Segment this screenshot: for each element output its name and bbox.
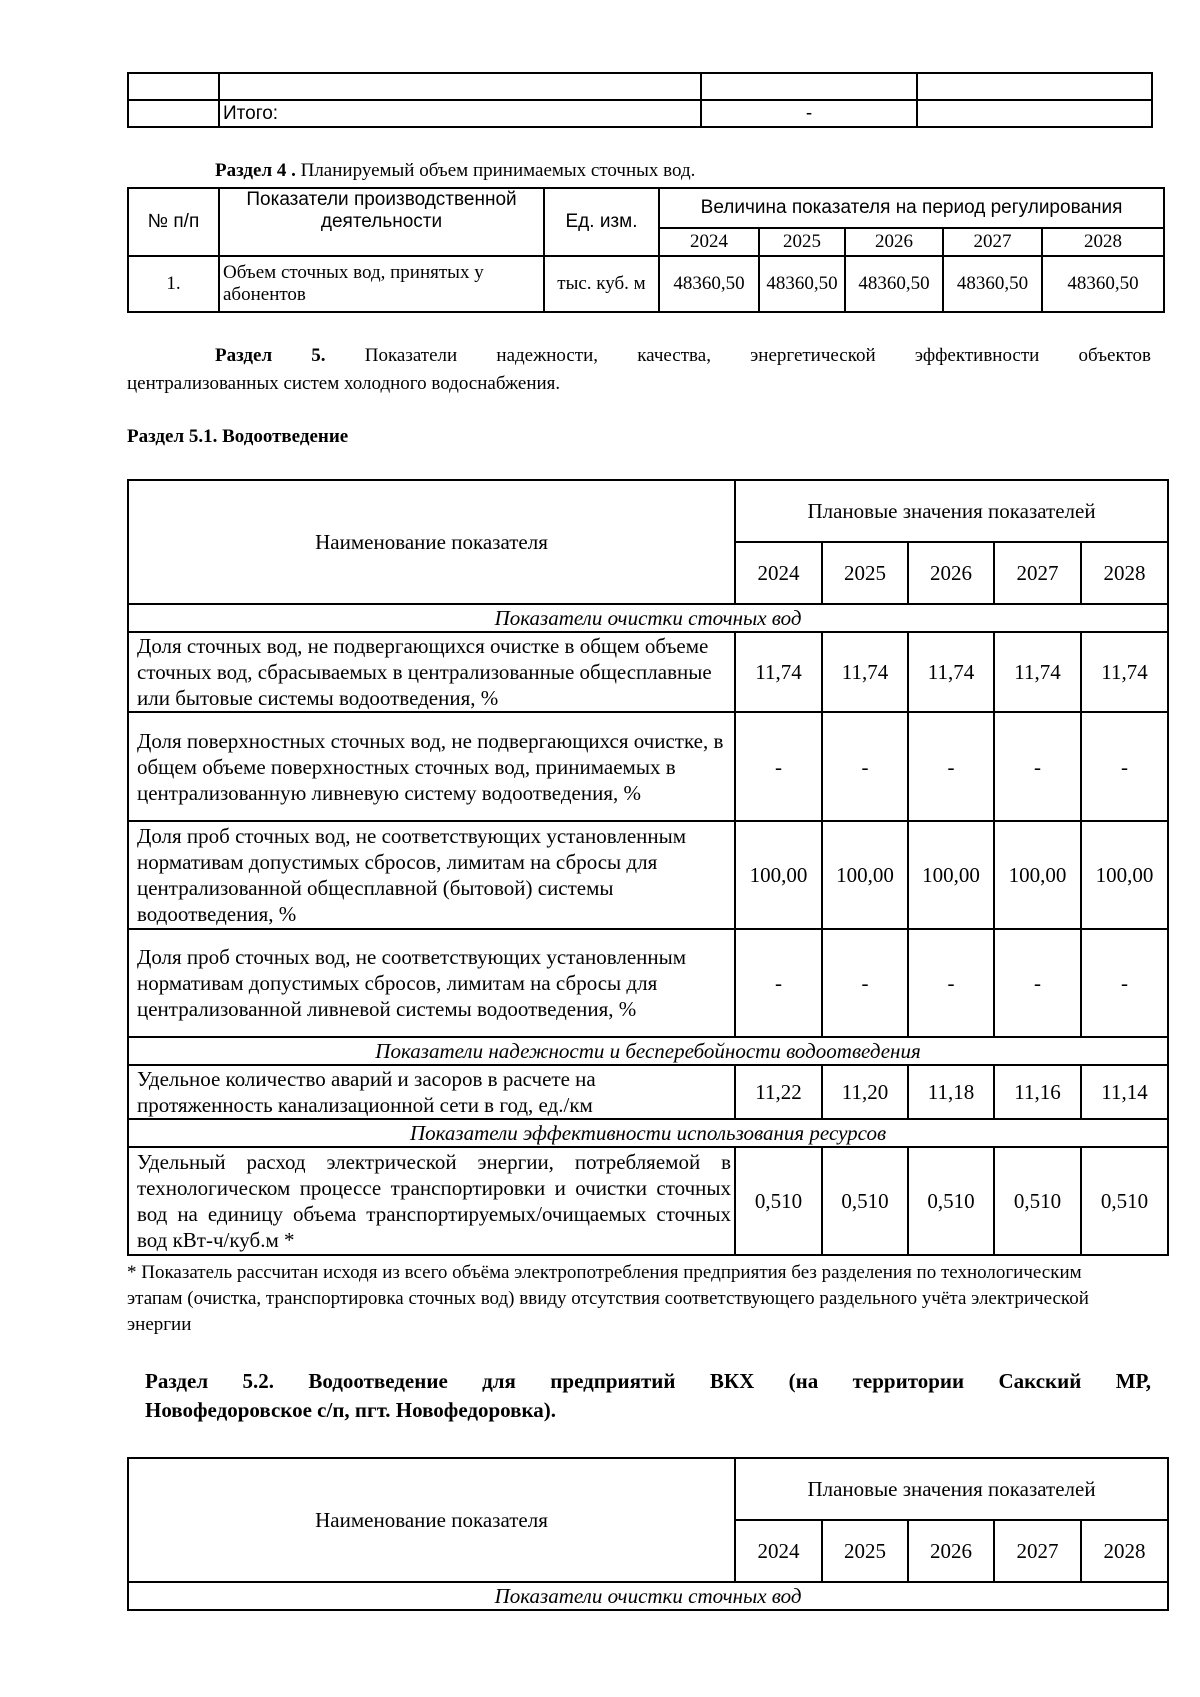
year-cell: 2024 — [735, 1520, 822, 1582]
section5-paragraph — [127, 342, 1151, 398]
table-row — [128, 1147, 1168, 1255]
indicator-name: Доля проб сточных вод, не соответствующих установленным нормативам допустимых сбросов, лимитам на сбросы для централизованной ливневой системы водоотведения, % — [128, 929, 735, 1037]
section5-line1 — [127, 342, 1151, 370]
group-header: Показатели надежности и бесперебойности водоотведения — [128, 1037, 1168, 1065]
value-cell: - — [822, 712, 908, 821]
indicator-name: Доля поверхностных сточных вод, не подвергающихся очистке, в общем объеме поверхностных сточных вод, принимаемых в централизованную ливневую систему водоотведения, % — [128, 712, 735, 821]
header-plan: Плановые значения показателей — [735, 1458, 1168, 1520]
value-cell: 11,16 — [994, 1065, 1081, 1119]
value-cell: 48360,50 — [943, 256, 1042, 312]
value-cell: - — [908, 712, 994, 821]
value-cell: 11,20 — [822, 1065, 908, 1119]
year-cell: 2026 — [845, 228, 943, 256]
value-cell: 48360,50 — [659, 256, 759, 312]
table-row — [128, 1119, 1168, 1147]
value-cell: 0,510 — [908, 1147, 994, 1255]
value-cell: 0,510 — [822, 1147, 908, 1255]
row-unit: тыс. куб. м — [544, 256, 659, 312]
section52-table — [127, 1457, 1169, 1611]
section5-title-bold: Раздел 5. — [215, 345, 326, 366]
value-cell: 0,510 — [735, 1147, 822, 1255]
value-cell: 11,22 — [735, 1065, 822, 1119]
value-cell: 100,00 — [994, 821, 1081, 929]
value-cell: - — [822, 929, 908, 1037]
value-cell: 100,00 — [1081, 821, 1168, 929]
group-header: Показатели очистки сточных вод — [128, 604, 1168, 632]
value-cell: 100,00 — [735, 821, 822, 929]
value-cell: 48360,50 — [845, 256, 943, 312]
header-name: Наименование показателя — [128, 1458, 735, 1582]
top-table — [127, 72, 1153, 128]
value-cell: 0,510 — [994, 1147, 1081, 1255]
table-row — [128, 929, 1168, 1037]
year-cell: 2024 — [659, 228, 759, 256]
indicator-name: Удельный расход электрической энергии, потребляемой в технологическом процессе транспортировки и очистки сточных вод на единицу объема транспортируемых/очищаемых сточных вод кВт-ч/куб.м * — [128, 1147, 735, 1255]
row-name: Объем сточных вод, принятых у абонентов — [219, 256, 544, 312]
row-num: 1. — [128, 256, 219, 312]
table-row — [128, 821, 1168, 929]
group-header: Показатели очистки сточных вод — [128, 1582, 1168, 1610]
value-cell: - — [994, 929, 1081, 1037]
table-row — [128, 1458, 1168, 1520]
value-cell: - — [735, 712, 822, 821]
value-cell: 100,00 — [822, 821, 908, 929]
value-cell: 11,14 — [1081, 1065, 1168, 1119]
section4-title-rest: Планируемый объем принимаемых сточных вод. — [295, 160, 696, 181]
itogo-label: Итого: — [219, 100, 701, 127]
footnote: * Показатель рассчитан исходя из всего объёма электропотребления предприятия без разделения по технологическим этапам (очистка, транспортировка сточных вод) ввиду отсутствия соответствующего раздельного учёта электрической энергии — [127, 1262, 1089, 1335]
year-cell: 2026 — [908, 542, 994, 604]
indicator-name: Доля проб сточных вод, не соответствующих установленным нормативам допустимых сбросов, лимитам на сбросы для централизованной общесплавной (бытовой) системы водоотведения, % — [128, 821, 735, 929]
table-row — [128, 632, 1168, 712]
section5-line2: централизованных систем холодного водоснабжения. — [127, 373, 561, 394]
table-row — [128, 1065, 1168, 1119]
section4-title-bold: Раздел 4 . — [215, 160, 296, 181]
year-cell: 2028 — [1081, 1520, 1168, 1582]
table-row — [128, 256, 1164, 312]
year-cell: 2027 — [994, 542, 1081, 604]
value-cell: 0,510 — [1081, 1147, 1168, 1255]
section51-table — [127, 479, 1169, 1256]
section52-title-line2: Новофедоровское с/п, пгт. Новофедоровка). — [145, 1398, 557, 1422]
year-cell: 2025 — [822, 542, 908, 604]
section52-title-line1: Раздел 5.2. Водоотведение для предприятий ВКХ (на территории Сакский МР, — [145, 1369, 1151, 1393]
value-cell: - — [1081, 929, 1168, 1037]
table-row — [128, 1582, 1168, 1610]
value-cell: 48360,50 — [759, 256, 845, 312]
section51-title: Раздел 5.1. Водоотведение — [127, 426, 349, 447]
value-cell: 11,74 — [1081, 632, 1168, 712]
table-row — [128, 480, 1168, 542]
header-unit: Ед. изм. — [544, 188, 659, 256]
value-cell: 11,74 — [994, 632, 1081, 712]
year-cell: 2025 — [822, 1520, 908, 1582]
table-row — [128, 1037, 1168, 1065]
value-cell: 48360,50 — [1042, 256, 1164, 312]
section52-title — [145, 1367, 1151, 1425]
header-period: Величина показателя на период регулирования — [659, 188, 1164, 228]
table-row — [128, 188, 1164, 228]
section5-line1-text: Показатели надежности, качества, энергетической эффективности объектов — [364, 345, 1151, 366]
year-cell: 2024 — [735, 542, 822, 604]
header-num: № п/п — [128, 188, 219, 256]
value-cell: - — [1081, 712, 1168, 821]
itogo-value: - — [701, 100, 917, 127]
section4-title — [215, 160, 695, 182]
indicator-name: Доля сточных вод, не подвергающихся очистке в общем объеме сточных вод, сбрасываемых в централизованные общесплавные или бытовые системы водоотведения, % — [128, 632, 735, 712]
table-row — [128, 100, 1152, 127]
year-cell: 2027 — [994, 1520, 1081, 1582]
year-cell: 2025 — [759, 228, 845, 256]
year-cell: 2027 — [943, 228, 1042, 256]
group-header: Показатели эффективности использования ресурсов — [128, 1119, 1168, 1147]
year-cell: 2028 — [1081, 542, 1168, 604]
year-cell: 2028 — [1042, 228, 1164, 256]
value-cell: 11,74 — [735, 632, 822, 712]
year-cell: 2026 — [908, 1520, 994, 1582]
value-cell: 100,00 — [908, 821, 994, 929]
value-cell: 11,74 — [822, 632, 908, 712]
header-name: Наименование показателя — [128, 480, 735, 604]
value-cell: - — [994, 712, 1081, 821]
header-indicator: Показатели производственной деятельности — [219, 188, 544, 256]
table-row — [128, 604, 1168, 632]
value-cell: - — [735, 929, 822, 1037]
table-row — [128, 73, 1152, 100]
value-cell: 11,18 — [908, 1065, 994, 1119]
section4-table — [127, 187, 1165, 313]
value-cell: - — [908, 929, 994, 1037]
table-row — [128, 712, 1168, 821]
header-plan: Плановые значения показателей — [735, 480, 1168, 542]
indicator-name: Удельное количество аварий и засоров в расчете на протяженность канализационной сети в год, ед./км — [128, 1065, 735, 1119]
value-cell: 11,74 — [908, 632, 994, 712]
